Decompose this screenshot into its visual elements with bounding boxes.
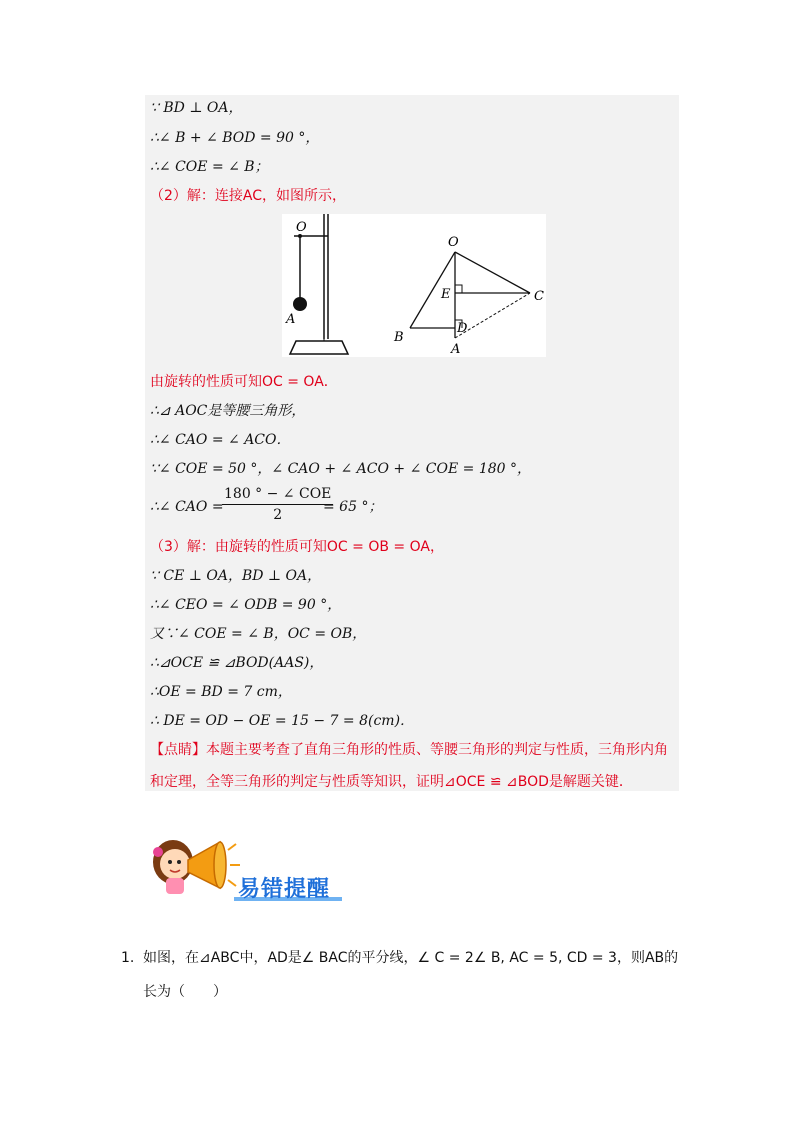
right-label-a: A	[451, 342, 461, 357]
fraction-numerator: 180 ° − ∠ COE	[224, 486, 332, 502]
solution-line-65: = 65 °；	[323, 499, 383, 515]
left-label-o: O	[296, 220, 307, 235]
part3-heading: （3）解：由旋转的性质可知OC = OB = OA，	[150, 539, 444, 555]
fraction	[222, 486, 333, 523]
solution-line-2: ∴∠ B + ∠ BOD = 90 °，	[150, 130, 320, 146]
solution-line-1: ∵ BD ⊥ OA，	[150, 100, 243, 116]
solution-line-de: ∴ DE = OD − OE = 15 − 7 = 8(cm)．	[150, 713, 415, 729]
question-line-2: 长为（ ）	[143, 984, 227, 1000]
geometry-figure	[282, 214, 546, 357]
solution-line-3: ∴∠ COE = ∠ B；	[150, 159, 269, 175]
question-line-1: 如图，在⊿ABC中，AD是∠ BAC的平分线，∠ C = 2∠ B, AC = 5, CD = 3，则AB的	[143, 950, 679, 966]
fraction-denominator: 2	[273, 507, 283, 523]
solution-line-90: ∴∠ CEO = ∠ ODB = 90 °，	[150, 597, 342, 613]
figure-svg	[282, 214, 546, 357]
solution-line-isosceles: ∴⊿ AOC是等腰三角形，	[150, 403, 306, 419]
solution-line-angles-sum: ∵∠ COE = 50 °，∠ CAO + ∠ ACO + ∠ COE = 180 °，	[150, 461, 532, 477]
solution-line-again: 又∵∠ COE = ∠ B，OC = OB，	[150, 626, 367, 642]
key-point-line-1: 【点睛】本题主要考查了直角三角形的性质、等腰三角形的判定与性质，三角形内角	[150, 742, 668, 758]
pendulum-stand	[290, 214, 348, 354]
question-number: 1.	[121, 950, 135, 966]
triangle-figure	[410, 252, 530, 338]
solution-line-cao-eq: ∴∠ CAO =	[150, 499, 224, 515]
fraction-bar	[222, 504, 333, 505]
solution-line-congruent: ∴⊿OCE ≌ ⊿BOD(AAS)，	[150, 655, 324, 671]
key-point-line-2: 和定理，全等三角形的判定与性质等知识，证明⊿OCE ≌ ⊿BOD是解题关键．	[150, 774, 633, 790]
banner-title: 易错提醒	[238, 877, 331, 902]
solution-line-oe: ∴OE = BD = 7 cm，	[150, 684, 292, 700]
solution-line-perp: ∵ CE ⊥ OA，BD ⊥ OA，	[150, 568, 322, 584]
solution-line-cao-aco: ∴∠ CAO = ∠ ACO．	[150, 432, 291, 448]
right-label-o: O	[448, 235, 459, 250]
right-label-e: E	[441, 287, 451, 302]
part2-heading: （2）解：连接AC，如图所示，	[150, 188, 347, 204]
left-label-a: A	[286, 312, 296, 327]
right-label-b: B	[394, 330, 404, 345]
right-label-c: C	[534, 289, 544, 304]
solution-line-rotation: 由旋转的性质可知OC = OA．	[150, 374, 338, 390]
right-label-d: D	[457, 321, 468, 336]
